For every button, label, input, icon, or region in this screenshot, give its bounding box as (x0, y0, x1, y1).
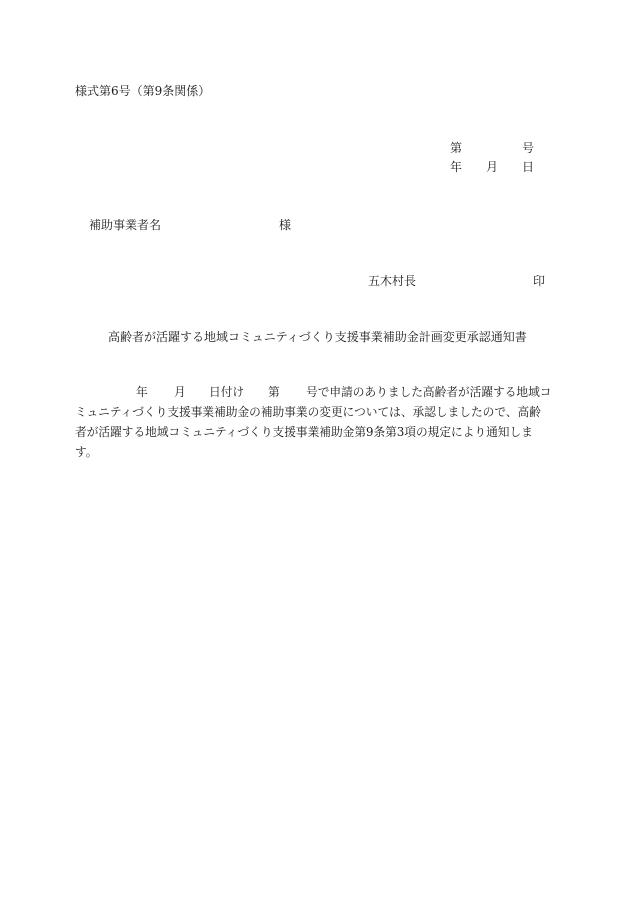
recipient-honorific: 様 (279, 218, 292, 232)
body-date-month: 月 (174, 385, 186, 399)
body-date-year: 年 (136, 385, 148, 399)
seal-mark: 印 (533, 274, 546, 288)
issue-date-year: 年 (450, 160, 463, 174)
body-date-day: 日付け (209, 385, 245, 399)
body-line-3: 者が活躍する地域コミュニティづくり支援事業補助金第9条第3項の規定により通知しま (75, 425, 533, 439)
body-line-4: す。 (75, 445, 98, 459)
issue-date-month: 月 (486, 160, 499, 174)
document-title: 高齢者が活躍する地域コミュニティづくり支援事業補助金計画変更承認通知書 (108, 330, 527, 344)
reference-number-suffix: 号 (522, 141, 535, 155)
sender-name: 五木村長 (368, 274, 417, 288)
recipient-label: 補助事業者名 (89, 218, 162, 232)
form-number: 様式第6号（第9条関係） (75, 84, 211, 98)
reference-number-prefix: 第 (450, 141, 463, 155)
issue-date-day: 日 (522, 160, 535, 174)
body-line-2: ミュニティづくり支援事業補助金の補助事業の変更については、承認しましたので、高齢 (75, 405, 541, 419)
body-number-prefix: 第 (268, 385, 280, 399)
body-line-1-text: 号で申請のありました高齢者が活躍する地域コ (306, 385, 552, 399)
